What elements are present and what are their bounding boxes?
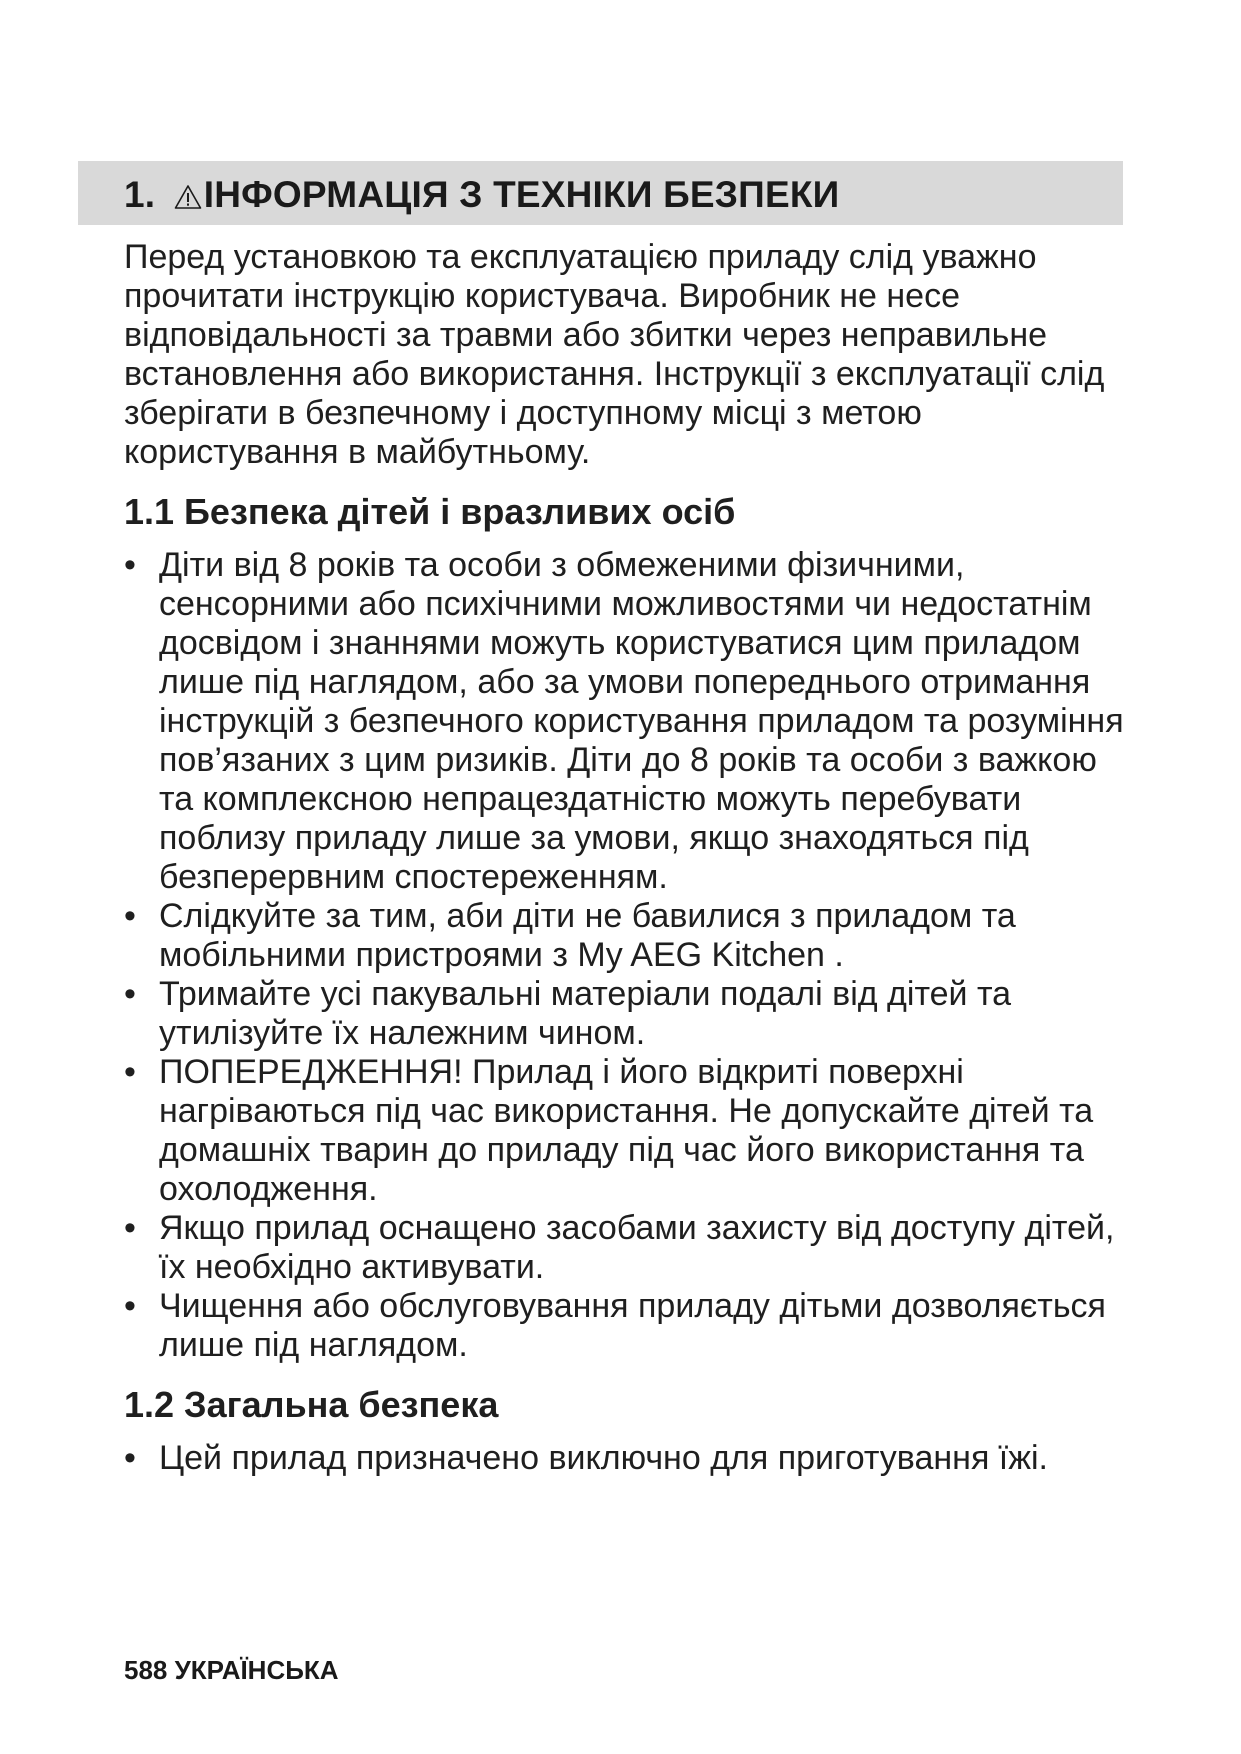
subsection-children-safety: [124, 492, 1124, 1365]
main-content: [124, 238, 1124, 1478]
list-item-text: Слідкуйте за тим, аби діти не бавилися з приладом та мобільними пристроями з My AEG Kitchen .: [159, 897, 1016, 974]
warning-triangle-icon: [174, 177, 202, 219]
subsection-heading: 1.2 Загальна безпека: [124, 1384, 499, 1425]
list-item-text: Чищення або обслуговування приладу дітьми дозволяється лише під наглядом.: [159, 1287, 1106, 1364]
bullet-icon: •: [124, 897, 136, 935]
list-item-text: Цей прилад призначено виключно для приготування їжі.: [159, 1439, 1048, 1477]
subsection-general-safety: [124, 1385, 1124, 1478]
section-title-text: ІНФОРМАЦІЯ З ТЕХНІКИ БЕЗПЕКИ: [203, 174, 840, 215]
subsection-heading: 1.1 Безпека дітей і вразливих осіб: [124, 491, 736, 532]
section-number: 1.: [124, 174, 156, 215]
page-footer: [124, 1655, 339, 1686]
bullet-icon: •: [124, 1209, 136, 1247]
bullet-icon: •: [124, 975, 136, 1013]
bullet-icon: •: [124, 546, 136, 584]
list-item: [124, 546, 1124, 897]
list-item: [124, 975, 1124, 1053]
list-item-text: Якщо прилад оснащено засобами захисту від доступу дітей, їх необхідно активувати.: [159, 1209, 1115, 1286]
list-item-text: ПОПЕРЕДЖЕННЯ! Прилад і його відкриті поверхні нагріваються під час використання. Не допускайте дітей та домашніх тварин до приладу під час його використання та охолодження.: [159, 1053, 1094, 1208]
list-item: [124, 1053, 1124, 1209]
bullet-icon: •: [124, 1439, 136, 1477]
list-item: [124, 897, 1124, 975]
bullet-list: [124, 546, 1124, 1365]
list-item-text: Діти від 8 років та особи з обмеженими фізичними, сенсорними або психічними можливостями чи недостатнім досвідом і знаннями можуть користуватися цим приладом лише під наглядом, або за умови попереднього отримання інструкцій з безпечного користування приладом та розуміння пов’язаних з цим ризиків. Діти до 8 років та особи з важкою та комплексною непрацездатністю можуть перебувати поблизу приладу лише за умови, якщо знаходяться під безперервним спостереженням.: [159, 546, 1124, 896]
bullet-icon: •: [124, 1287, 136, 1325]
section-title: [124, 174, 839, 219]
footer-language: УКРАЇНСЬКА: [174, 1655, 339, 1685]
list-item-text: Тримайте усі пакувальні матеріали подалі від дітей та утилізуйте їх належним чином.: [159, 975, 1012, 1052]
intro-paragraph: Перед установкою та експлуатацією приладу слід уважно прочитати інструкцію користувача. Виробник не несе відповідальності за травми або збитки через неправильне встановлення або використання. Інструкції з експлуатації слід зберігати в безпечному і доступному місці з метою користування в майбутньому.: [124, 238, 1105, 471]
list-item: [124, 1287, 1124, 1365]
list-item: [124, 1439, 1124, 1478]
bullet-icon: •: [124, 1053, 136, 1091]
list-item: [124, 1209, 1124, 1287]
page-number: 588: [124, 1655, 168, 1685]
bullet-list: [124, 1439, 1124, 1478]
